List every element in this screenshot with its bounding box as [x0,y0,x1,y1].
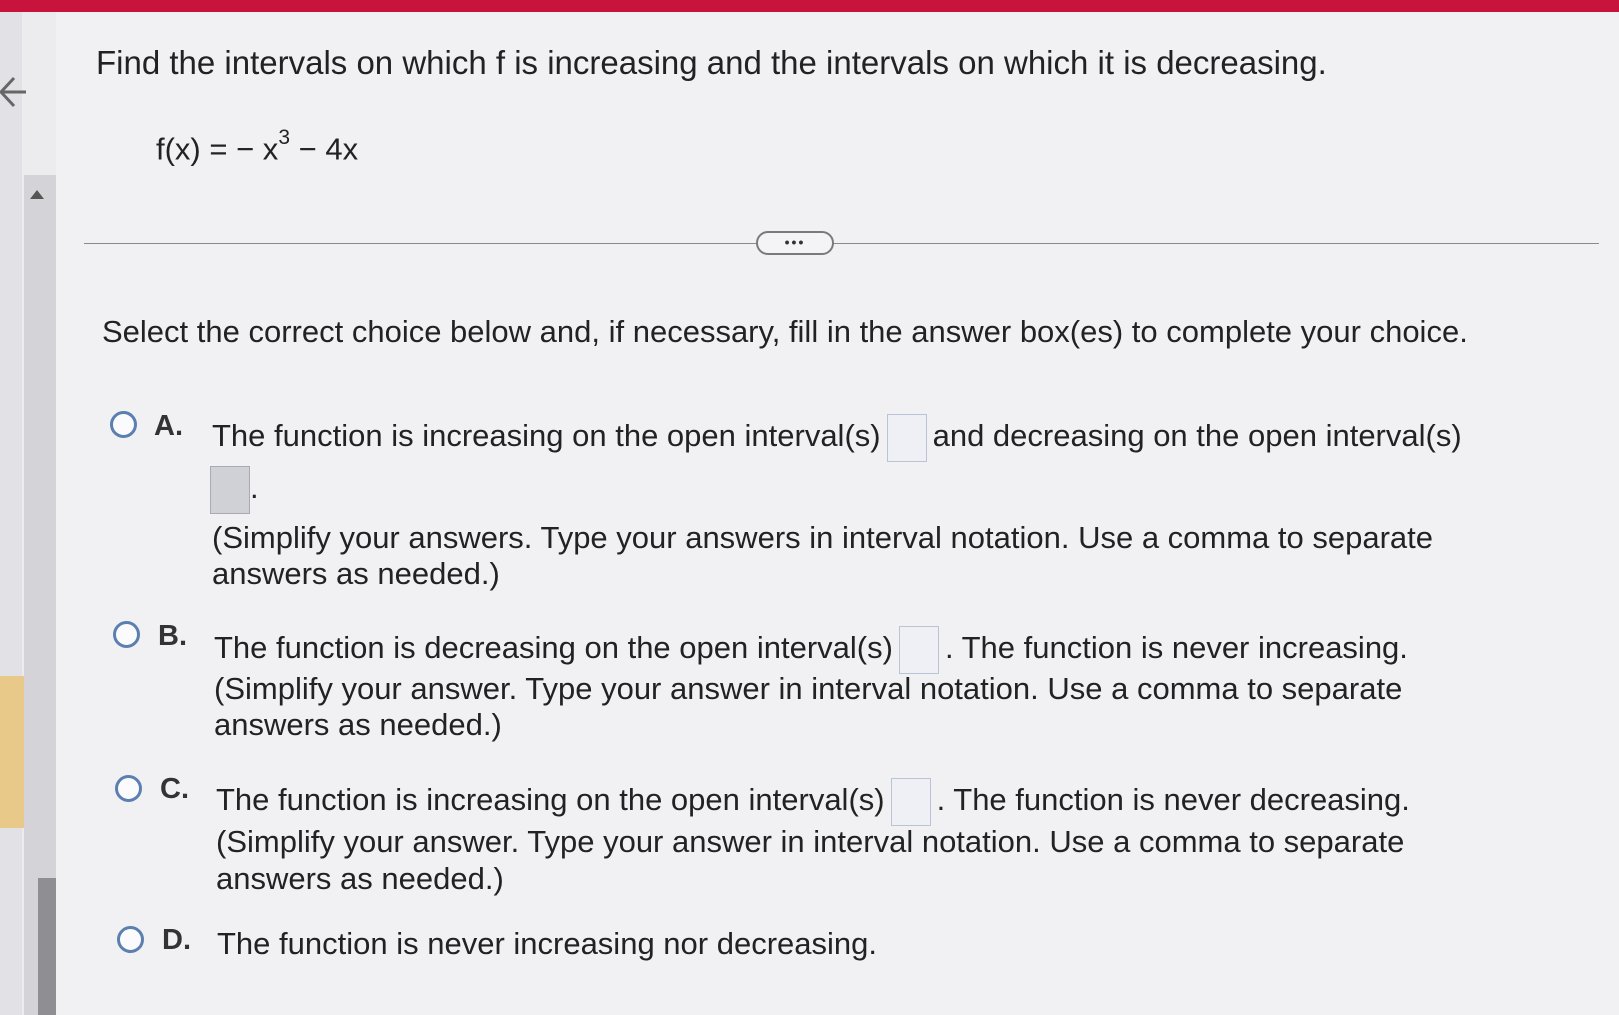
section-divider [84,243,1599,244]
choice-a-radio[interactable] [110,411,137,438]
choice-c-letter: C. [160,773,189,805]
formula-rhs: − 4x [290,131,359,167]
choice-c-line1 [216,778,1410,826]
formula-exponent: 3 [278,126,290,149]
choice-a-increasing-input[interactable] [887,414,927,462]
question-prompt: Find the intervals on which f is increasing and the intervals on which it is decreasing. [96,44,1327,81]
choice-b-text2: . The function is never increasing. [944,630,1408,666]
choice-a-letter: A. [154,410,183,442]
choice-a-line2 [210,466,259,514]
choice-a-period: . [250,470,259,506]
choice-b-radio[interactable] [113,621,140,648]
choice-a-decreasing-input[interactable] [210,466,250,514]
instruction-text: Select the correct choice below and, if necessary, fill in the answer box(es) to complete your choice. [102,314,1468,349]
choice-b-text1: The function is decreasing on the open interval(s) [214,630,893,666]
choice-b-hint2: answers as needed.) [214,707,502,742]
choice-d-radio[interactable] [117,926,144,953]
scroll-up-icon[interactable] [30,190,44,199]
choice-c-radio[interactable] [115,775,142,802]
choice-c-hint2: answers as needed.) [216,861,504,896]
choice-a-hint1: (Simplify your answers. Type your answers in interval notation. Use a comma to separate [212,520,1434,555]
choice-d-text1: The function is never increasing nor decreasing. [217,926,877,961]
function-formula [156,126,359,167]
choice-c-text2: . The function is never decreasing. [936,782,1410,818]
choice-b-decreasing-input[interactable] [899,626,939,674]
choice-c-text1: The function is increasing on the open interval(s) [216,782,885,818]
choice-b-line1 [214,626,1408,674]
choice-a-hint2: answers as needed.) [212,556,500,591]
choice-a-text1: The function is increasing on the open interval(s) [212,418,881,454]
top-accent-bar [0,0,1619,12]
left-rail [0,12,22,1015]
choice-a-line1 [212,414,1462,462]
choice-b-letter: B. [158,620,187,652]
choice-d-letter: D. [162,924,191,956]
choice-a-text2: and decreasing on the open interval(s) [932,418,1462,454]
formula-lhs: f(x) = − x [156,131,279,167]
more-options-button[interactable]: ••• [756,231,834,255]
choice-b-hint1: (Simplify your answer. Type your answer in interval notation. Use a comma to separate [214,671,1403,706]
back-arrow-icon[interactable] [0,70,30,114]
choice-c-increasing-input[interactable] [891,778,931,826]
choice-c-hint1: (Simplify your answer. Type your answer in interval notation. Use a comma to separate [216,824,1405,859]
